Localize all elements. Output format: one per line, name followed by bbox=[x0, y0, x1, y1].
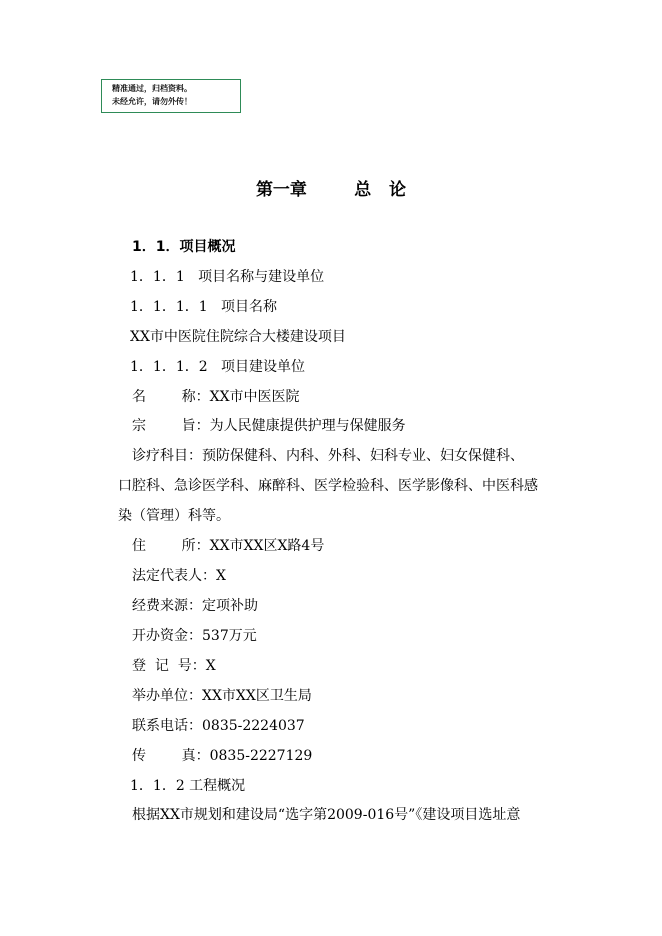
field-registration-no: 登 记 号：X bbox=[132, 658, 216, 674]
stamp-line-1: 精准通过，归档资料。 bbox=[112, 84, 192, 93]
field-sponsor: 举办单位：XX市XX区卫生局 bbox=[132, 688, 312, 704]
project-name: XX市中医院住院综合大楼建设项目 bbox=[130, 329, 346, 345]
confidentiality-stamp bbox=[101, 79, 241, 113]
section-heading-1-1-1-1: 1．1．1．1 项目名称 bbox=[130, 299, 277, 315]
stamp-line-2: 未经允许，请勿外传！ bbox=[112, 97, 192, 106]
section-heading-1-1-1-2: 1．1．1．2 项目建设单位 bbox=[130, 359, 305, 375]
section-heading-1-1-1: 1．1．1 项目名称与建设单位 bbox=[130, 269, 325, 285]
paragraph-project-overview: 根据XX市规划和建设局“选字第2009-016号”《建设项目选址意 bbox=[132, 807, 521, 823]
field-phone: 联系电话：0835-2224037 bbox=[132, 718, 305, 734]
field-funding-source: 经费来源：定项补助 bbox=[132, 598, 258, 614]
field-legal-rep: 法定代表人：X bbox=[132, 568, 226, 584]
section-heading-1-1: 1．1．项目概况 bbox=[132, 239, 236, 255]
field-purpose: 宗 旨：为人民健康提供护理与保健服务 bbox=[132, 418, 406, 434]
field-departments: 诊疗科目：预防保健科、内科、外科、妇科专业、妇女保健科、 bbox=[132, 448, 524, 464]
field-fax: 传 真：0835-2227129 bbox=[132, 748, 313, 764]
field-address: 住 所：XX市XX区X路4号 bbox=[132, 538, 325, 554]
section-heading-1-1-2: 1．1．2 工程概况 bbox=[130, 778, 246, 794]
field-capital: 开办资金：537万元 bbox=[132, 628, 257, 644]
chapter-title: 第一章 总 论 bbox=[255, 180, 407, 200]
field-departments-cont-2: 染（管理）科等。 bbox=[118, 508, 230, 524]
field-name: 名 称：XX市中医医院 bbox=[132, 389, 300, 405]
field-departments-cont-1: 口腔科、急诊医学科、麻醉科、医学检验科、医学影像科、中医科感 bbox=[118, 478, 538, 494]
